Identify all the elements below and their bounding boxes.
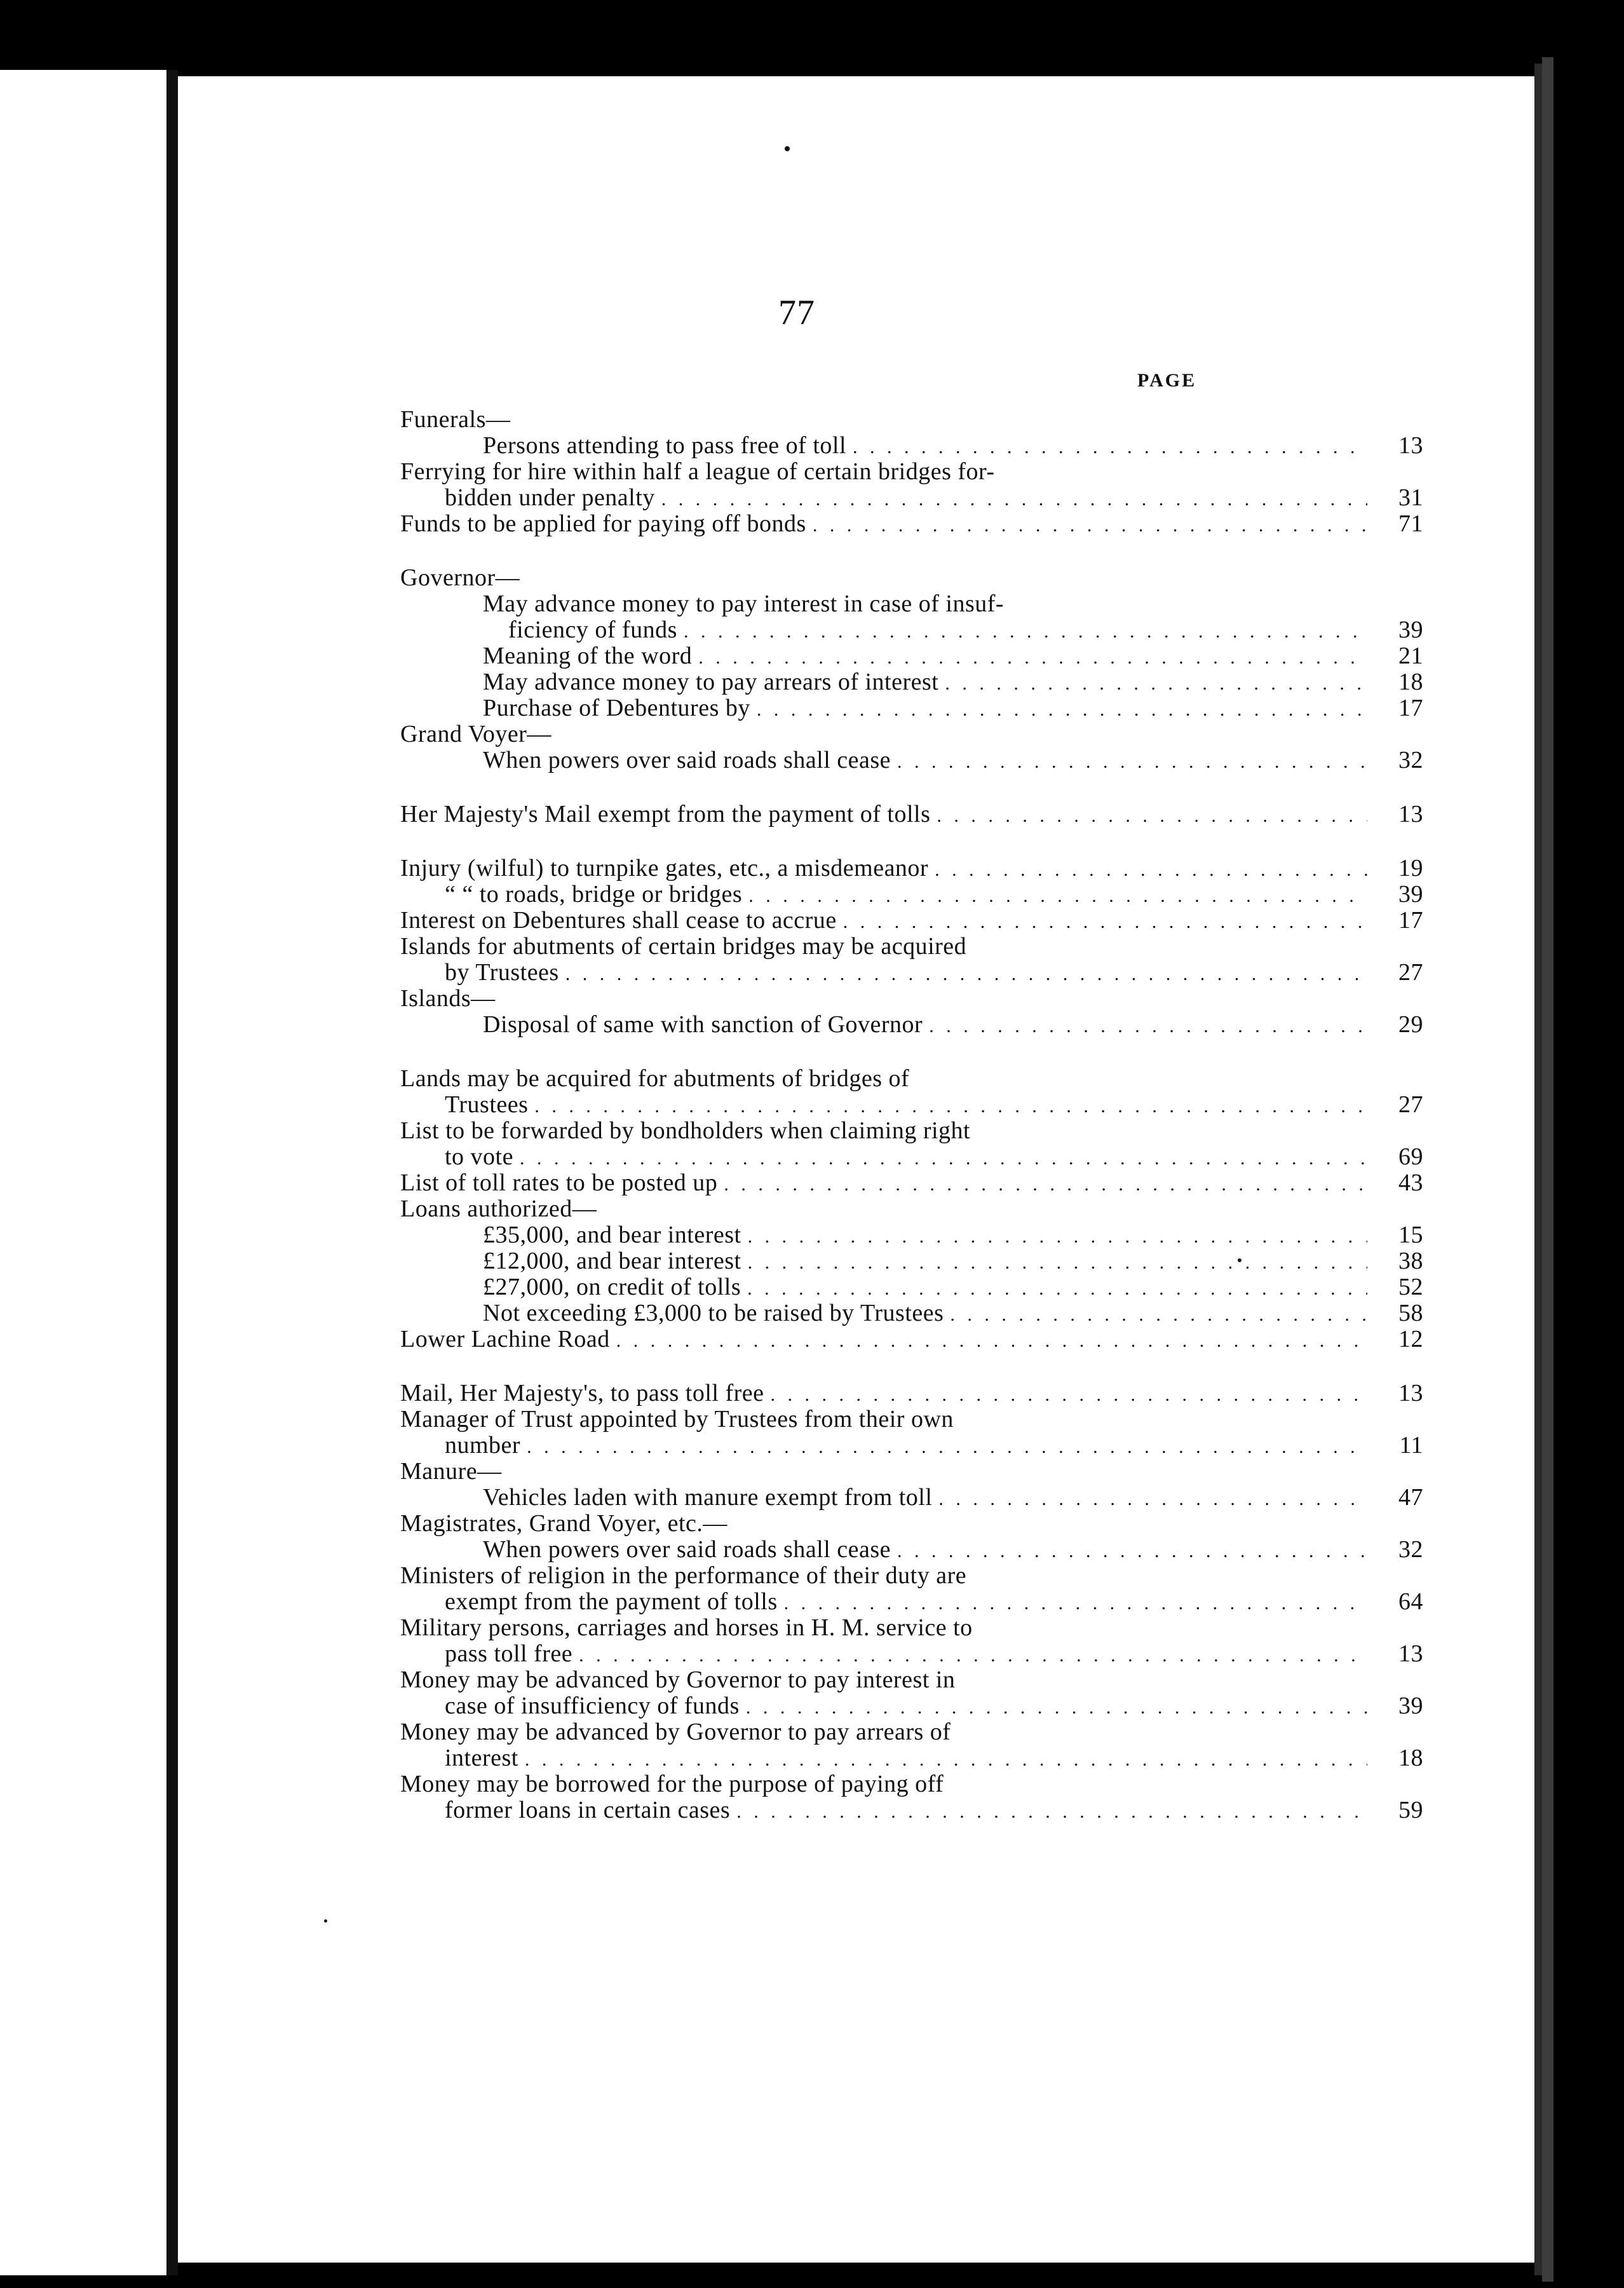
page-reference: 71 [1398,510,1423,537]
dot-leader [747,1276,1367,1302]
page-reference: 39 [1398,881,1423,908]
entry-text: “ “ to roads, bridge or bridges [445,881,743,908]
entry-text: former loans in certain cases [445,1797,731,1823]
entry-text: Manure— [400,1458,502,1485]
left-page-fragment [0,70,166,2275]
entry-text: When powers over said roads shall cease [483,747,891,773]
index-line [400,617,1423,643]
entry-text: pass toll free [445,1640,573,1667]
index-entry [400,643,1423,669]
page-reference: 31 [1398,484,1423,511]
section-gap [400,1038,1423,1066]
entry-text: by Trustees [445,959,559,986]
index-entry [400,1771,1423,1823]
index-line [400,1092,1423,1118]
entry-text: bidden under penalty [445,484,655,511]
entry-text: Meaning of the word [483,643,693,669]
section-gap [400,773,1423,801]
index-entry [400,882,1423,908]
index-line [400,1406,1423,1433]
page-reference: 21 [1398,643,1423,669]
index-content [178,76,1534,2263]
index-line [400,986,1423,1012]
page-reference: 39 [1398,1692,1423,1719]
index-entry [400,801,1423,827]
dot-leader [945,671,1367,697]
index-entry [400,407,1423,433]
index-line [400,1248,1423,1274]
index-line [400,1433,1423,1459]
dot-leader [938,1486,1367,1512]
page-reference: 52 [1398,1274,1423,1300]
index-entry [400,1274,1423,1300]
index-entry [400,1667,1423,1719]
dot-leader [929,1013,1367,1039]
page-column-label: PAGE [1137,370,1197,391]
dot-leader [698,644,1367,671]
entry-text: Islands for abutments of certain bridges may be acquired [400,933,967,960]
entry-text: Her Majesty's Mail exempt from the payment of tolls [400,801,931,827]
entry-text: Ministers of religion in the performance of their duty are [400,1562,967,1589]
entry-text: When powers over said roads shall cease [483,1536,891,1563]
entry-text: interest [445,1745,518,1771]
index-entry [400,1459,1423,1485]
dot-leader [748,1250,1367,1276]
section-gap [400,1352,1423,1380]
index-line [400,459,1423,485]
dot-leader [853,434,1367,460]
index-entry [400,721,1423,747]
index-line [400,1459,1423,1485]
page-reference: 27 [1398,959,1423,986]
entry-text: Governor— [400,564,520,591]
entry-text: May advance money to pay interest in case of insuf- [483,590,1005,617]
index-line [400,801,1423,827]
page-reference: 19 [1398,855,1423,882]
entry-text: May advance money to pay arrears of interest [483,669,939,695]
index-line [400,1667,1423,1693]
entry-text: £35,000, and bear interest [483,1222,741,1248]
dot-leader [897,1538,1367,1564]
index-line [400,1222,1423,1248]
dot-leader [565,961,1367,987]
page-reference: 13 [1398,801,1423,827]
page-reference: 32 [1398,1536,1423,1563]
entry-text: Military persons, carriages and horses in H. M. service to [400,1614,973,1641]
page-reference: 12 [1398,1326,1423,1352]
index-entry [400,986,1423,1012]
index-entry [400,591,1423,643]
dot-leader [746,1694,1367,1720]
index-line [400,565,1423,591]
index-line [400,669,1423,695]
index-entry [400,1118,1423,1170]
entry-text: Ferrying for hire within half a league of certain bridges for- [400,458,995,485]
dot-leader [748,1223,1367,1250]
dot-leader [736,1799,1367,1825]
page-reference: 13 [1398,1640,1423,1667]
index-entry [400,1300,1423,1326]
entry-text: Trustees [445,1091,529,1118]
dot-leader [579,1642,1367,1668]
index-line [400,1641,1423,1667]
entry-text: Grand Voyer— [400,721,551,747]
page-reference: 38 [1398,1248,1423,1274]
page-reference: 13 [1398,1380,1423,1406]
index-line [400,511,1423,537]
index-entry [400,908,1423,934]
index-entry [400,1406,1423,1459]
index-line [400,747,1423,773]
page-reference: 32 [1398,747,1423,773]
dot-leader [771,1382,1367,1408]
index-line [400,591,1423,617]
index-line [400,433,1423,459]
index-line [400,1719,1423,1745]
dot-leader [616,1328,1367,1354]
entry-text: Vehicles laden with manure exempt from toll [483,1484,933,1511]
index-line [400,1326,1423,1352]
entry-text: Injury (wilful) to turnpike gates, etc., a misdemeanor [400,855,929,882]
index-line [400,908,1423,934]
index-entries [400,407,1423,1823]
index-entry [400,1537,1423,1563]
index-line [400,721,1423,747]
page-number: 77 [778,293,815,332]
index-line [400,1797,1423,1823]
entry-text: Magistrates, Grand Voyer, etc.— [400,1510,727,1537]
dot-leader [661,486,1367,512]
entry-text: Money may be borrowed for the purpose of paying off [400,1771,944,1797]
index-entry [400,1511,1423,1537]
page-edge [1534,64,1542,2275]
index-entry [400,1615,1423,1667]
index-line [400,855,1423,882]
entry-text: case of insufficiency of funds [445,1692,740,1719]
index-entry [400,747,1423,773]
page-reference: 47 [1398,1484,1423,1511]
index-entry [400,1012,1423,1038]
index-line [400,1771,1423,1797]
index-entry [400,1380,1423,1406]
page-reference: 69 [1398,1143,1423,1170]
index-page [178,76,1534,2263]
entry-text: £12,000, and bear interest [483,1248,741,1274]
index-entry [400,669,1423,695]
index-entry [400,1563,1423,1615]
dot-leader [525,1747,1367,1773]
index-line [400,485,1423,511]
index-entry [400,695,1423,721]
index-line [400,1066,1423,1092]
entry-text: ficiency of funds [508,616,677,643]
dot-leader [784,1590,1367,1616]
page-reference: 29 [1398,1011,1423,1038]
dot-leader [534,1093,1367,1119]
page-reference: 43 [1398,1169,1423,1196]
index-line [400,1537,1423,1563]
page-reference: 13 [1398,432,1423,459]
entry-text: Disposal of same with sanction of Governor [483,1011,923,1038]
entry-text: £27,000, on credit of tolls [483,1274,741,1300]
index-line [400,1485,1423,1511]
entry-text: Money may be advanced by Governor to pay interest in [400,1666,956,1693]
dot-leader [937,803,1367,829]
index-line [400,1380,1423,1406]
index-line [400,407,1423,433]
index-line [400,1144,1423,1170]
page-gutter [166,70,178,2275]
index-entry [400,1222,1423,1248]
index-entry [400,1485,1423,1511]
dot-leader [527,1434,1367,1460]
entry-text: Lands may be acquired for abutments of bridges of [400,1065,910,1092]
index-line [400,695,1423,721]
page-reference: 18 [1398,669,1423,695]
entry-text: Loans authorized— [400,1195,597,1222]
page-reference: 39 [1398,616,1423,643]
page-reference: 64 [1398,1588,1423,1615]
index-line [400,1589,1423,1615]
index-line [400,882,1423,908]
index-line [400,934,1423,960]
dot-leader [935,857,1367,883]
page-reference: 59 [1398,1797,1423,1823]
page-reference: 17 [1398,695,1423,721]
dot-leader [897,749,1367,775]
index-entry [400,855,1423,882]
entry-text: Money may be advanced by Governor to pay arrears of [400,1719,951,1745]
dot-leader [813,512,1367,538]
entry-text: Funds to be applied for paying off bonds [400,510,806,537]
entry-text: Manager of Trust appointed by Trustees from their own [400,1406,954,1433]
entry-text: Persons attending to pass free of toll [483,432,847,459]
index-line [400,1563,1423,1589]
index-line [400,1196,1423,1222]
section-gap [400,827,1423,855]
index-entry [400,1719,1423,1771]
section-gap [400,537,1423,565]
index-line [400,1012,1423,1038]
entry-text: Mail, Her Majesty's, to pass toll free [400,1380,764,1406]
entry-text: List of toll rates to be posted up [400,1169,718,1196]
entry-text: Not exceeding £3,000 to be raised by Trustees [483,1300,944,1326]
index-entry [400,459,1423,511]
page-edge-outer [1542,57,1553,2282]
index-entry [400,565,1423,591]
dot-leader [950,1302,1367,1328]
index-line [400,1170,1423,1196]
dot-leader [843,909,1367,935]
entry-text: List to be forwarded by bondholders when claiming right [400,1117,971,1144]
entry-text: Purchase of Debentures by [483,695,750,721]
entry-text: Islands— [400,985,496,1012]
dot-leader [520,1145,1367,1171]
index-line [400,1693,1423,1719]
index-line [400,1300,1423,1326]
page-reference: 18 [1398,1745,1423,1771]
dot-leader [724,1171,1367,1197]
index-entry [400,1066,1423,1118]
dot-leader [748,883,1367,909]
entry-text: number [445,1432,521,1459]
dot-leader [757,697,1367,723]
page-reference: 11 [1399,1432,1423,1459]
index-line [400,643,1423,669]
entry-text: exempt from the payment of tolls [445,1588,778,1615]
page-reference: 58 [1398,1300,1423,1326]
entry-text: to vote [445,1143,513,1170]
index-entry [400,1248,1423,1274]
index-line [400,1615,1423,1641]
index-line [400,1745,1423,1771]
index-entry [400,1170,1423,1196]
dot-leader [684,618,1367,644]
entry-text: Funerals— [400,406,511,433]
index-line [400,1274,1423,1300]
index-entry [400,433,1423,459]
entry-text: Lower Lachine Road [400,1326,610,1352]
index-entry [400,511,1423,537]
entry-text: Interest on Debentures shall cease to accrue [400,907,837,934]
index-line [400,1511,1423,1537]
page-reference: 17 [1398,907,1423,934]
index-entry [400,1196,1423,1222]
page-reference: 15 [1398,1222,1423,1248]
index-line [400,1118,1423,1144]
page-reference: 27 [1398,1091,1423,1118]
index-entry [400,934,1423,986]
index-line [400,960,1423,986]
index-entry [400,1326,1423,1352]
